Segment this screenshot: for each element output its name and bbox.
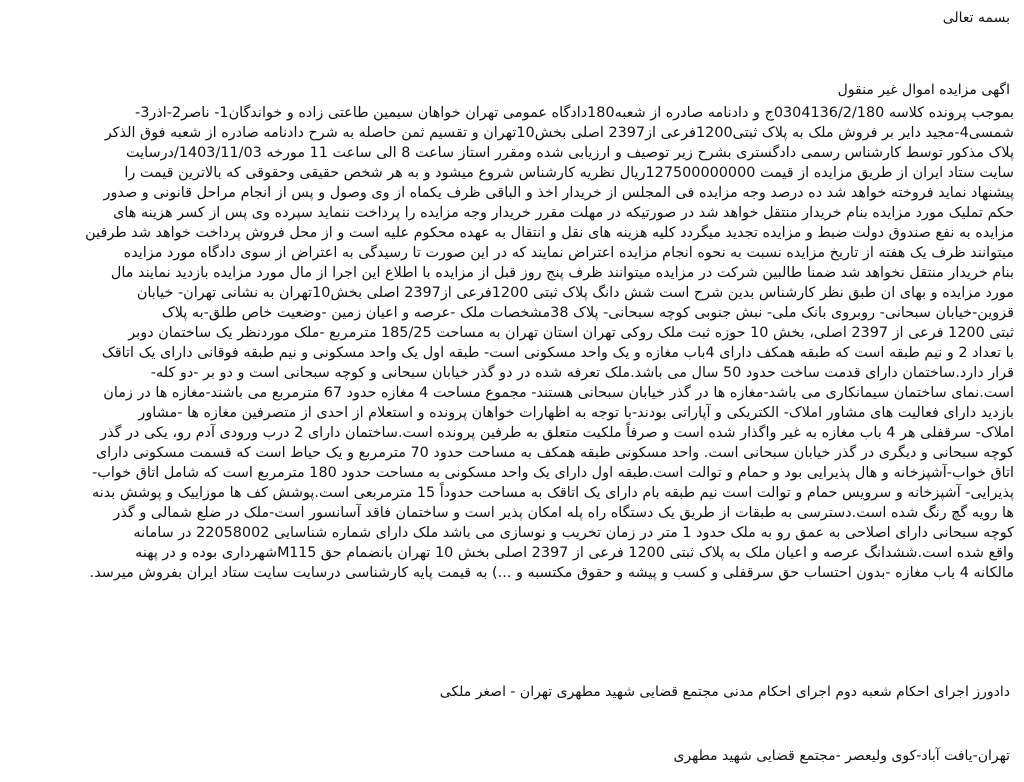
body-line: بموجب پرونده کلاسه 0304136/2/180ج و دادنامه صادره از شعبه180دادگاه عمومی تهران خواهان سیمین طاعتی زاده و خواندگان1- ناصر2-اذر3- [135, 105, 1014, 121]
notice-body [10, 103, 1014, 583]
body-line: است.نمای ساختمان سیمانکاری می باشد-مغازه ها در گذر خیابان سبحانی هستند- مجموع مساحت 4 مغازه حدود 67 مترمربع می باشند-مغازه ها در زمان [103, 385, 1014, 401]
body-line: پذیرایی- آشپزخانه و سرویس حمام و توالت است نیم طبقه بام دارای یک اتاقک به مساحت حدوداً 15 مترمربعی است.پوشش کف ها موزاییک و پوشش بدنه [91, 485, 1014, 501]
official-signature-line: دادورز اجرای احکام شعبه دوم اجرای احکام مدنی مجتمع قضایی شهید مطهری تهران - اصغر ملکی [439, 684, 1010, 700]
body-line: واقع شده است.ششدانگ عرصه و اعیان ملک به پلاک ثبتی 1200 فرعی از 2397 اصلی بخش 10 تهران بانضمام حق M115شهرداری بوده و در پهنه [135, 545, 1014, 561]
body-line: مزایده به نفع صندوق دولت ضبط و مزایده تجدید میگردد کلیه هزینه های نقل و انتقال به عهده محکوم علیه است و از محل فروش پرداخت خواهد شد طرفین [85, 225, 1014, 241]
body-line: بنام خریدار منتقل نخواهد شد ضمنا طالبین شرکت در مزایده میتوانند ظرف پنج روز قبل از مزایده با اطلاع این اجرا از مال مورد مزایده بازدید نمایند مال [110, 265, 1014, 281]
body-line: اتاق خواب-آشپزخانه و هال پذیرایی بود و حمام و توالت است.طبقه اول دارای یک واحد مسکونی به مساحت حدود 180 مترمربع است که شامل اتاق خواب- [92, 465, 1014, 481]
body-line: قزوین-خیابان سبحانی- روبروی بانک ملی- نبش جنوبی کوچه سبحانی- پلاک 38مشخصات ملک -عرصه و اعیان زمین -وضعیت خاص طلق-به پلاک [161, 305, 1014, 321]
body-line: با تعداد 2 و نیم طبقه است که طبقه همکف دارای 4باب مغازه و یک واحد مسکونی است- طبقه اول یک واحد مسکونی و نیم طبقه فوقانی دارای یک اتاقک [101, 345, 1014, 361]
body-line: ها رویه گچ رنگ شده است.دسترسی به طبقات از طریق یک دستگاه راه پله امکان پذیر است و ساختمان فاقد آسانسور است-ملک در ضلع شمالی و گذر [113, 505, 1014, 521]
body-line: مورد مزایده و بهای ان طبق نظر کارشناس بدین شرح است شش دانگ پلاک ثبتی 1200فرعی از2397 اصلی بخش10تهران به نشانی تهران- خیابان [136, 285, 1014, 301]
body-line: شمسی4-مجید دایر بر فروش ملک به پلاک ثبتی1200فرعی از2397 اصلی بخش10تهران و تقسیم ثمن حاصله به شرح دادنامه صادره از شعبه فوق الذکر [104, 125, 1014, 141]
body-line: کوچه سبحانی و دیگری در گذر خیابان سبحانی است. واحد مسکونی طبقه همکف به مساحت حدود 70 مترمربع و یک حیاط است که قسمت مسکونی دارای [95, 445, 1014, 461]
body-line: میتوانند ظرف یک هفته از تاریخ مزایده نسبت به نحوه انجام مزایده اعتراض نمایند که در این صورت تا رسیدگی به اعتراض از سوی دادگاه مورد مزایده [123, 245, 1014, 261]
body-line: کوچه سبحانی دارای اصلاحی به عمق رو به ملک حدود 1 متر در زمان تخریب و نوسازی می باشد ملک دارای شماره شناسایی 22058002 در سامانه [133, 525, 1014, 541]
body-line: حکم تملیک مورد مزایده بنام خریدار منتقل خواهد شد در صورتیکه در مهلت مقرر خریدار وجه مزایده را پرداخت ننماید سپرده وی پس از کسر هزینه های [113, 205, 1014, 221]
basmala-heading: بسمه تعالی [942, 10, 1010, 26]
body-line: مالکانه 4 باب مغازه -بدون احتساب حق سرقفلی و کسب و پیشه و حقوق مکتسبه و ...) به قیمت پایه کارشناسی درسایت سایت ستاد ایران بفروش میرسد. [89, 565, 1014, 581]
body-line: قرار دارد.ساختمان دارای قدمت ساخت حدود 50 سال می باشد.ملک تعرفه شده در دو گذر خیابان سبحانی و کوچه سبحانی است و دو بر -دو کله- [150, 365, 1014, 381]
body-line: سایت ستاد ایران از طریق مزایده از قیمت 127500000000ریال نظریه کارشناس شروع میشود و به هر شخص حقیقی وحقوقی که بالاترین قیمت را [124, 165, 1014, 181]
body-line: پلاک مذکور توسط کارشناس رسمی دادگستری بشرح زیر توصیف و ارزیابی شده ومقرر استاز ساعت 8 الی ساعت 11 مورخه 1403/11/03/درسایت [126, 145, 1014, 161]
body-line: بازدید دارای فعالیت های مشاور املاک- الکتریکی و آپاراتی بودند-با توجه به اظهارات خواهان پرونده و استعلام از احدی از متصرفین مغازه ها -مشاور [138, 405, 1014, 421]
body-line: املاک- سرقفلی هر 4 باب مغازه به غیر واگذار شده است و صرفاً ملکیت متعلق به طرفین پرونده است.ساختمان دارای 2 درب ورودی آدم رو، یکی در گذر [100, 425, 1014, 441]
body-line: پیشنهاد نماید فروخته خواهد شد ده درصد وجه مزایده فی المجلس از خریدار اخذ و الباقی ظرف یکماه از وی وصول و پس از انجام مراحل قانونی و صدور [103, 185, 1014, 201]
notice-title: اگهی مزایده اموال غیر منقول [837, 82, 1010, 98]
body-line: ثبتی 1200 فرعی از 2397 اصلی، بخش 10 حوزه ثبت ملک روکی تهران استان تهران به مساحت 185/25 مترمربع -ملک موردنظر یک ساختمان دوبر [128, 325, 1014, 341]
legal-notice-document [10, 0, 1014, 782]
court-address-line: تهران-یافت آباد-کوی ولیعصر -مجتمع قضایی شهید مطهری [673, 748, 1010, 764]
